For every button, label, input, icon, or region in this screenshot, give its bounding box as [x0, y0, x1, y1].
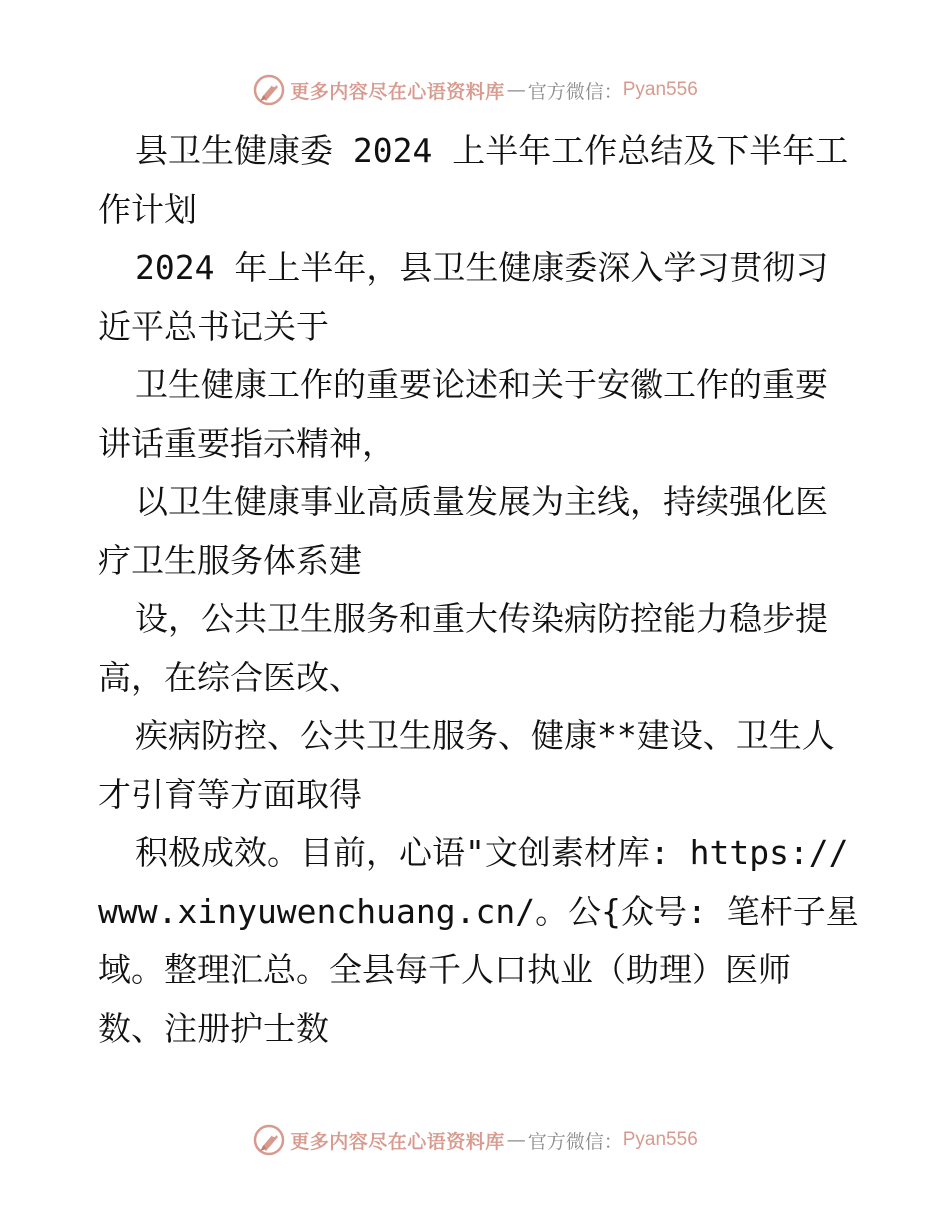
pen-nib-logo-icon: [252, 73, 286, 107]
paragraph-title: [98, 122, 858, 239]
text-line: 数、注册护士数: [98, 1008, 329, 1048]
text-line: 以卫生健康事业高质量发展为主线，持续强化医: [135, 482, 828, 521]
paragraph: [98, 356, 858, 473]
text-line: 卫生健康工作的重要论述和关于安徽工作的重要: [135, 365, 828, 404]
watermark-brand: 更多内容尽在心语资料库: [290, 1130, 505, 1153]
pen-nib-logo-icon: [252, 1123, 286, 1157]
watermark-separator: —: [506, 79, 526, 101]
text-line: 积极成效。目前，心语"文创素材库: https://: [135, 833, 849, 872]
watermark-brand: 更多内容尽在心语资料库: [290, 80, 505, 103]
text-line: 作计划: [98, 189, 197, 229]
text-line: 疾病防控、公共卫生服务、健康**建设、卫生人: [135, 716, 835, 755]
text-line: 才引育等方面取得: [98, 774, 362, 814]
paragraph: [98, 707, 858, 824]
text-line: www.xinyuwenchuang.cn/。公{众号: 笔杆子星: [98, 891, 859, 931]
text-line: 高，在综合医改、: [98, 657, 362, 697]
text-line: 2024 年上半年，县卫生健康委深入学习贯彻习: [135, 248, 829, 287]
text-line: 域。整理汇总。全县每千人口执业（助理）医师: [98, 950, 791, 989]
paragraph: [98, 590, 858, 707]
footer-watermark: [0, 1120, 950, 1160]
paragraph: [98, 824, 858, 1058]
watermark-separator: —: [506, 1129, 526, 1151]
text-line: 疗卫生服务体系建: [98, 540, 362, 580]
watermark-wechat-label: 官方微信：: [527, 1130, 623, 1153]
text-line: 近平总书记关于: [98, 306, 329, 346]
header-watermark: [0, 70, 950, 110]
text-line: 讲话重要指示精神，: [98, 423, 395, 463]
watermark-wechat-label: 官方微信：: [527, 80, 623, 103]
document-body: [98, 122, 858, 1058]
text-line: 县卫生健康委 2024 上半年工作总结及下半年工: [135, 131, 849, 170]
paragraph: [98, 473, 858, 590]
watermark-account: Pyan556: [622, 1129, 698, 1150]
watermark-account: Pyan556: [622, 79, 698, 100]
text-line: 设，公共卫生服务和重大传染病防控能力稳步提: [135, 599, 828, 638]
paragraph: [98, 239, 858, 356]
